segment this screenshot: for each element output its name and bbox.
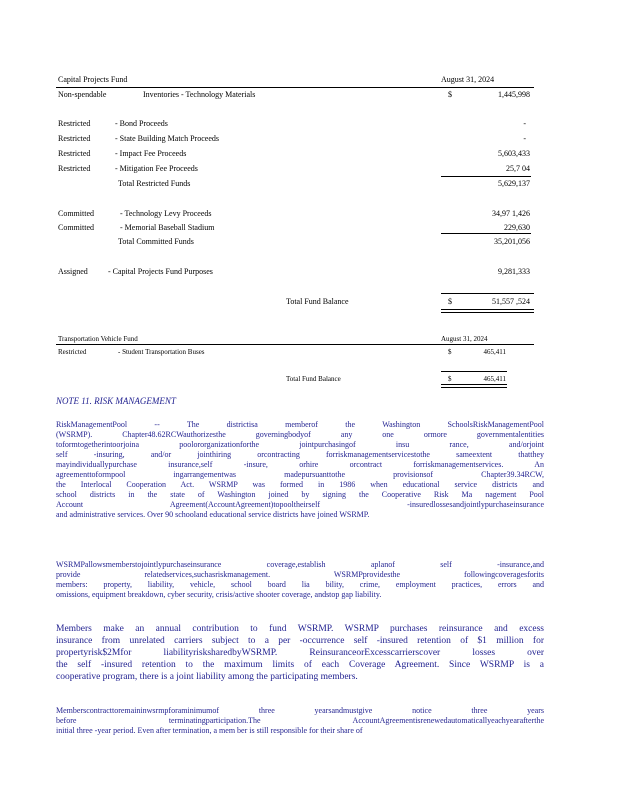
paragraph-line: Memberscontracttoremaininwsrmpforaminimumof three yearsandmustgive notice three years xyxy=(56,706,544,715)
transport-fund-date: August 31, 2024 xyxy=(441,335,488,343)
row-description: Total Committed Funds xyxy=(118,237,194,246)
transport-total-top-rule xyxy=(441,371,507,372)
transport-total-double-rule xyxy=(441,384,507,388)
paragraph-line: and administrative services. Over 90 schooland educational service districts have joined WSRMP. xyxy=(56,510,370,519)
row-dollar-sign: $ xyxy=(448,90,452,99)
paragraph-line: mayindividuallypurchase insurance,self -insure, orhire orcontract forriskmanagementservices. An xyxy=(56,460,544,469)
paragraph-line: cooperative program, there is a joint liability among the participating members. xyxy=(56,672,358,682)
paragraph-line: provide relatedservices,suchasriskmanagement. WSRMPprovidesthe followingcoveragesforits xyxy=(56,570,544,579)
paragraph-line: propertyrisk$2Mfor liabilityrisksharedbyWSRMP. ReinsuranceorExcesscarrierscover losses over xyxy=(56,648,544,658)
note-heading: NOTE 11. RISK MANAGEMENT xyxy=(56,396,176,406)
note-paragraph-3 xyxy=(56,623,544,683)
transport-row-label: Restricted xyxy=(58,348,87,356)
note-paragraph-2 xyxy=(56,560,544,600)
row-label: Restricted xyxy=(58,134,91,143)
transport-row-dollar: $ xyxy=(448,348,452,356)
row-amount: 35,201,056 xyxy=(494,237,530,246)
subtotal-rule xyxy=(441,233,531,234)
paragraph-line: RiskManagementPool -- The districtisa memberof the Washington SchoolsRiskManagementPool xyxy=(56,420,544,429)
capital-total-amount: 51,557 ,524 xyxy=(492,297,530,306)
row-description: - Capital Projects Fund Purposes xyxy=(108,267,213,276)
note-paragraph-4 xyxy=(56,706,544,736)
paragraph-line: WSRMPallowsmemberstojointlypurchaseinsurance coverage,establish aplanof self -insurance,and xyxy=(56,560,544,569)
row-description: Inventories - Technology Materials xyxy=(143,90,256,99)
paragraph-line: Account Agreement(AccountAgreement)topooltheirself -insuredlossesandjointlypurchaseinsurance xyxy=(56,500,544,509)
row-label: Non-spendable xyxy=(58,90,107,99)
paragraph-line: school districts in the state of Washington joined by signing the Cooperative Risk Ma nagement Pool xyxy=(56,490,544,499)
row-description: Total Restricted Funds xyxy=(118,179,191,188)
row-description: - Bond Proceeds xyxy=(115,119,168,128)
row-amount: 5,603,433 xyxy=(498,149,530,158)
row-label: Restricted xyxy=(58,164,91,173)
transport-total-label: Total Fund Balance xyxy=(286,375,341,383)
paragraph-line: the self -insured retention to the maximum limits of each Coverage Agreement. Since WSRMP is a xyxy=(56,660,544,670)
row-amount: 1,445,998 xyxy=(498,90,530,99)
transport-row-desc: - Student Transportation Buses xyxy=(118,348,205,356)
row-description: - State Building Match Proceeds xyxy=(115,134,219,143)
capital-fund-date: August 31, 2024 xyxy=(441,75,495,84)
total-top-rule xyxy=(441,293,534,294)
paragraph-line: omissions, equipment breakdown, cyber security, crisis/active shooter coverage, andstop gap liability. xyxy=(56,590,382,599)
capital-fund-title: Capital Projects Fund xyxy=(58,75,128,84)
row-description: - Technology Levy Proceeds xyxy=(120,209,212,218)
paragraph-line: before terminatingparticipation.The AccountAgreementisrenewedautomaticallyeachyearafterthe xyxy=(56,716,544,725)
row-amount: 9,281,333 xyxy=(498,267,530,276)
row-amount: 229,630 xyxy=(504,223,530,232)
subtotal-rule xyxy=(441,176,531,177)
header-rule xyxy=(56,87,534,88)
paragraph-line: self -insuring, and/or jointhiring orcontracting forriskmanagementservicestothe sameextent thatthey xyxy=(56,450,544,459)
row-label: Restricted xyxy=(58,149,91,158)
row-description: - Mitigation Fee Proceeds xyxy=(115,164,198,173)
paragraph-line: Members make an annual contribution to fund WSRMP. WSRMP purchases reinsurance and excess xyxy=(56,624,544,634)
paragraph-line: toformtogetherintoorjoina poolororganizationforthe jointpurchasingof insu rance, and/orjoint xyxy=(56,440,544,449)
transport-header-rule xyxy=(56,344,534,345)
row-amount: 25,7 04 xyxy=(506,164,530,173)
row-label: Committed xyxy=(58,223,94,232)
row-amount: 34,97 1,426 xyxy=(492,209,530,218)
capital-total-dollar: $ xyxy=(448,297,452,306)
paragraph-line: the Interlocal Cooperation Act. WSRMP was formed in 1986 when educational service districts and xyxy=(56,480,544,489)
paragraph-line: (WSRMP). Chapter48.62RCWauthorizesthe governingbodyof any one ormore governmentalentities xyxy=(56,430,544,439)
row-amount: - xyxy=(523,119,526,128)
row-description: - Memorial Baseball Stadium xyxy=(120,223,215,232)
paragraph-line: members: property, liability, vehicle, school board lia bility, crime, employment practices, errors and xyxy=(56,580,544,589)
transport-fund-title: Transportation Vehicle Fund xyxy=(58,335,138,343)
row-label: Committed xyxy=(58,209,94,218)
row-amount: 5,629,137 xyxy=(498,179,530,188)
note-paragraph-1 xyxy=(56,420,544,520)
transport-row-amount: 465,411 xyxy=(483,348,506,356)
transport-total-dollar: $ xyxy=(448,375,452,383)
paragraph-line: insurance from unrelated carriers subject to a per -occurrence self -insured retention of $1 million for xyxy=(56,636,544,646)
total-double-rule xyxy=(441,309,534,313)
row-description: - Impact Fee Proceeds xyxy=(115,149,187,158)
capital-total-label: Total Fund Balance xyxy=(286,297,349,306)
row-label: Restricted xyxy=(58,119,91,128)
row-label: Assigned xyxy=(58,267,88,276)
transport-total-amount: 465,411 xyxy=(483,375,506,383)
paragraph-line: initial three -year period. Even after termination, a mem ber is still responsible for their share of xyxy=(56,726,363,735)
row-amount: - xyxy=(523,134,526,143)
paragraph-line: agreementtoformpool ingarrangementwas madepursuanttothe provisionsof Chapter39.34RCW, xyxy=(56,470,544,479)
